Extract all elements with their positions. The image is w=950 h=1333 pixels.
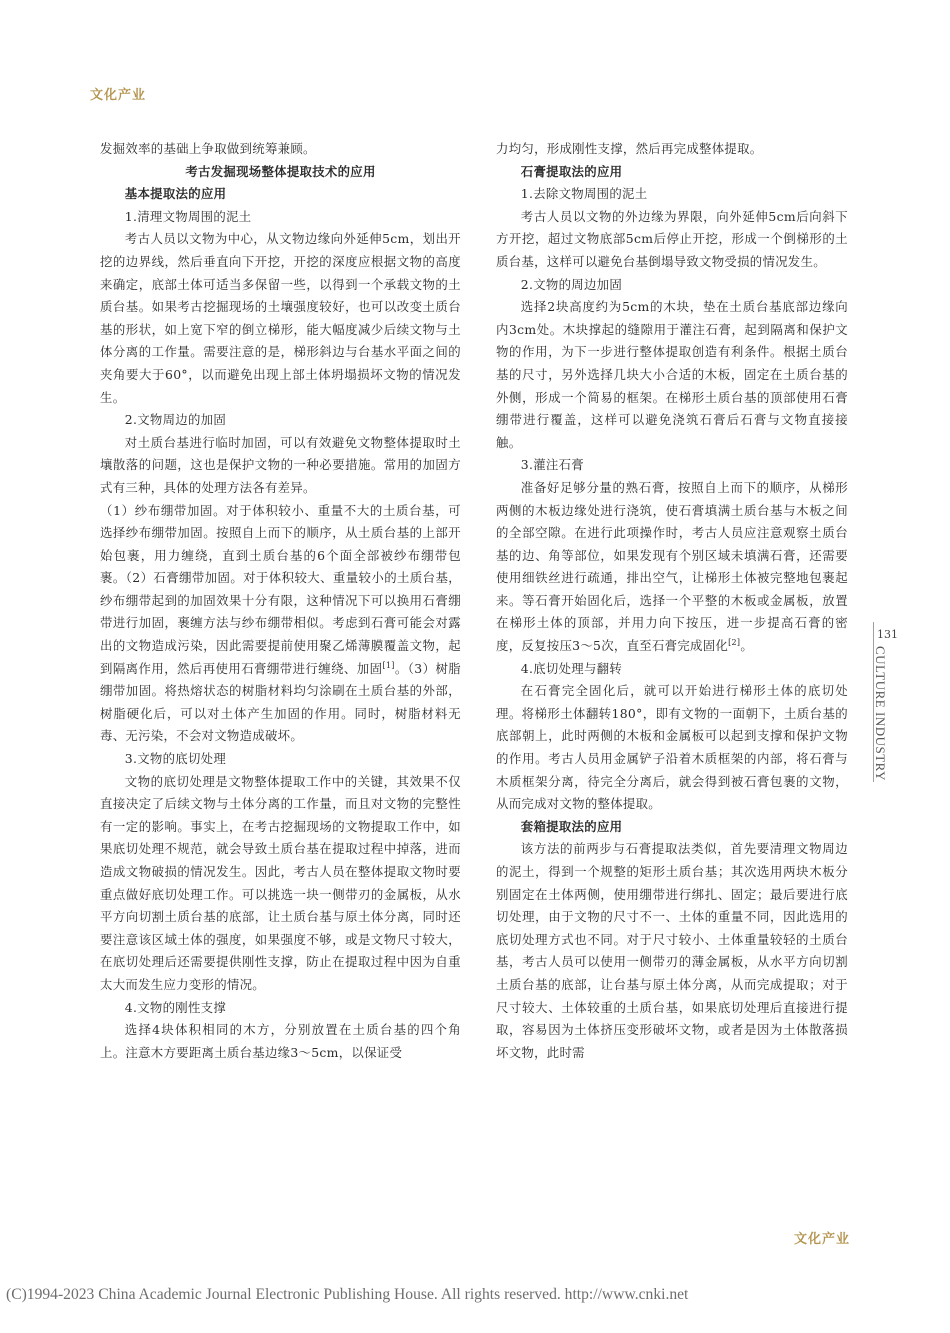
paragraph: 对土质台基进行临时加固，可以有效避免文物整体提取时土壤散落的问题，这也是保护文物的一种必要措施。常用的加固方式有三种，具体的处理方法各有差异。 [100,434,461,495]
paragraph: 力均匀，形成刚性支撑，然后再完成整体提取。 [496,141,763,156]
side-margin-label [873,622,898,782]
citation-ref: [1] [382,660,395,670]
journal-section-label: CULTURE INDUSTRY [873,646,888,782]
step-title: 4.文物的刚性支撑 [124,999,227,1015]
paragraph: 文物的底切处理是文物整体提取工作中的关键，其效果不仅直接决定了后续文物与土体分离的工作量，而且对文物的完整性有一定的影响。事实上，在考古挖掘现场的文物提取工作中，如果底切处理不规范，就会导致土质台基在提取过程中掉落，进而造成文物破损的情况发生。因此，考古人员在整体提取文物时要重点做好底切处理工作。可以挑选一块一侧带刃的金属板，从水平方向切割土质台基的底部，让土质台基与原土体分离，同时还要注意该区域土体的强度，如果强度不够，或是文物尺寸较大，在底切处理后还需要提供刚性支撑，防止在提取过程中因为自重太大而发生应力变形的情况。 [100,773,461,992]
paragraph: 该方法的前两步与石膏提取法类似，首先要清理文物周边的泥土，得到一个规整的矩形土质台基；其次选用两块木板分别固定在土体两侧，使用绷带进行绑扎、固定；最后要进行底切处理，由于文物的尺寸不一、土体的重量不同，因此选用的底切处理方式也不同。对于尺寸较小、土体重量较轻的土质台基，考古人员可以使用一侧带刃的薄金属板，从水平方向切割土质台基的底部，让台基与原土体分离，从而完成提取；对于尺寸较大、土体较重的土质台基，如果底切处理后直接进行提取，容易因为土体挤压变形破坏文物，或者是因为土体散落损坏文物，此时需 [496,841,848,1060]
paragraph [496,477,848,658]
paragraph-text: 。 [740,638,754,654]
paragraph-text: 准备好足够分量的熟石膏，按照自上而下的顺序，从梯形两侧的木板边缘处进行浇筑，使石膏填满土质台基与木板之间的全部空隙。在进行此项操作时，考古人员应注意观察土质台基的边、角等部位，如果发现有个别区域未填满石膏，还需要使用细铁丝进行疏通，排出空气，让梯形土体被完整地包裹起来。等石膏开始固化后，选择一个平整的木板或金属板，放置在梯形土体的顶部，并用力向下按压，进一步提高石膏的密度，反复按压3～5次，直至石膏完成固化 [496,479,848,654]
step-title: 1.去除文物周围的泥土 [520,186,648,202]
paragraph: 发掘效率的基础上争取做到统筹兼顾。 [100,141,316,156]
step-title: 3.灌注石膏 [520,457,584,473]
citation-ref: [2] [728,637,741,647]
subsection-title: 石膏提取法的应用 [520,163,623,179]
section-title: 考古发掘现场整体提取技术的应用 [185,163,376,179]
copyright-notice: (C)1994-2023 China Academic Journal Electronic Publishing House. All rights reserved. http://www.cnki.net [6,1286,689,1303]
subsection-title: 基本提取法的应用 [124,186,227,202]
step-title: 2.文物周边的加固 [124,412,227,428]
paragraph: 选择4块体积相同的木方，分别放置在土质台基的四个角上。注意木方要距离土质台基边缘3～5cm，以保证受 [100,1022,461,1060]
left-column [100,138,461,1064]
paragraph: 考古人员以文物的外边缘为界限，向外延伸5cm后向斜下方开挖，超过文物底部5cm后停止开挖，形成一个倒梯形的土质台基，这样可以避免台基倒塌导致文物受损的情况发生。 [496,208,848,269]
step-title: 3.文物的底切处理 [124,751,227,767]
right-column [496,138,848,1064]
paragraph: 选择2块高度约为5cm的木块，垫在土质台基底部边缘向内3cm处。木块撑起的缝隙用于灌注石膏，起到隔离和保护文物的作用，为下一步进行整体提取创造有利条件。根据土质台基的尺寸，另外选择几块大小合适的木板，固定在土质台基的外侧，形成一个简易的框架。在梯形土质台基的顶部使用石膏绷带进行覆盖，这样可以避免浇筑石膏后石膏与文物直接接触。 [496,299,848,450]
footer-brand: 文化产业 [794,1232,851,1247]
subsection-title: 套箱提取法的应用 [520,818,623,834]
paragraph-text: （1）纱布绷带加固。对于体积较小、重量不大的土质台基，可选择纱布绷带加固。按照自上而下的顺序，从土质台基的上部开始包裹，用力缠绕，直到土质台基的6个面全部被纱布绷带包裹。（2）石膏绷带加固。对于体积较大、重量较小的土质台基，纱布绷带起到的加固效果十分有限，这种情况下可以换用石膏绷带进行加固，裹缠方法与纱布绷带相似。考虑到石膏可能会对露出的文物造成污染，因此需要提前使用聚乙烯薄膜覆盖文物，起到隔离作用，然后再使用石膏绷带进行缠绕、加固 [100,502,461,676]
step-title: 2.文物的周边加固 [520,276,623,292]
paragraph: 在石膏完全固化后，就可以开始进行梯形土体的底切处理。将梯形土体翻转180°，即有文物的一面朝下，土质台基的底部朝上，此时两侧的木板和金属板可以起到支撑和保护文物的作用。考古人员用金属铲子沿着木质框架的内部，将石膏与木质框架分离，待完全分离后，就会得到被石膏包裹的文物，从而完成对文物的整体提取。 [496,683,848,812]
journal-header-title: 文化产业 [90,88,147,103]
step-title: 4.底切处理与翻转 [520,660,623,676]
paragraph: 考古人员以文物为中心，从文物边缘向外延伸5cm，划出开挖的边界线，然后垂直向下开挖，开挖的深度应根据文物的高度来确定，底部土体可适当多保留一些，以得到一个承载文物的土质台基。如果考古挖掘现场的土壤强度较好，也可以改变土质台基的形状，如上宽下窄的倒立梯形，能大幅度减少后续文物与土体分离的工作量。需要注意的是，梯形斜边与台基水平面之间的夹角要大于60°，以而避免出现上部土体坍塌损坏文物的情况发生。 [100,231,461,405]
paragraph-text: 。（3）树脂绷带加固。将热熔状态的树脂材料均匀涂刷在土质台基的外部，树脂硬化后，可以对土体产生加固的作用。同时，树脂材料无毒、无污染，不会对文物造成破坏。 [100,660,461,744]
page-number: 131 [877,628,898,641]
paragraph [100,500,461,749]
step-title: 1.清理文物周围的泥土 [124,208,252,224]
